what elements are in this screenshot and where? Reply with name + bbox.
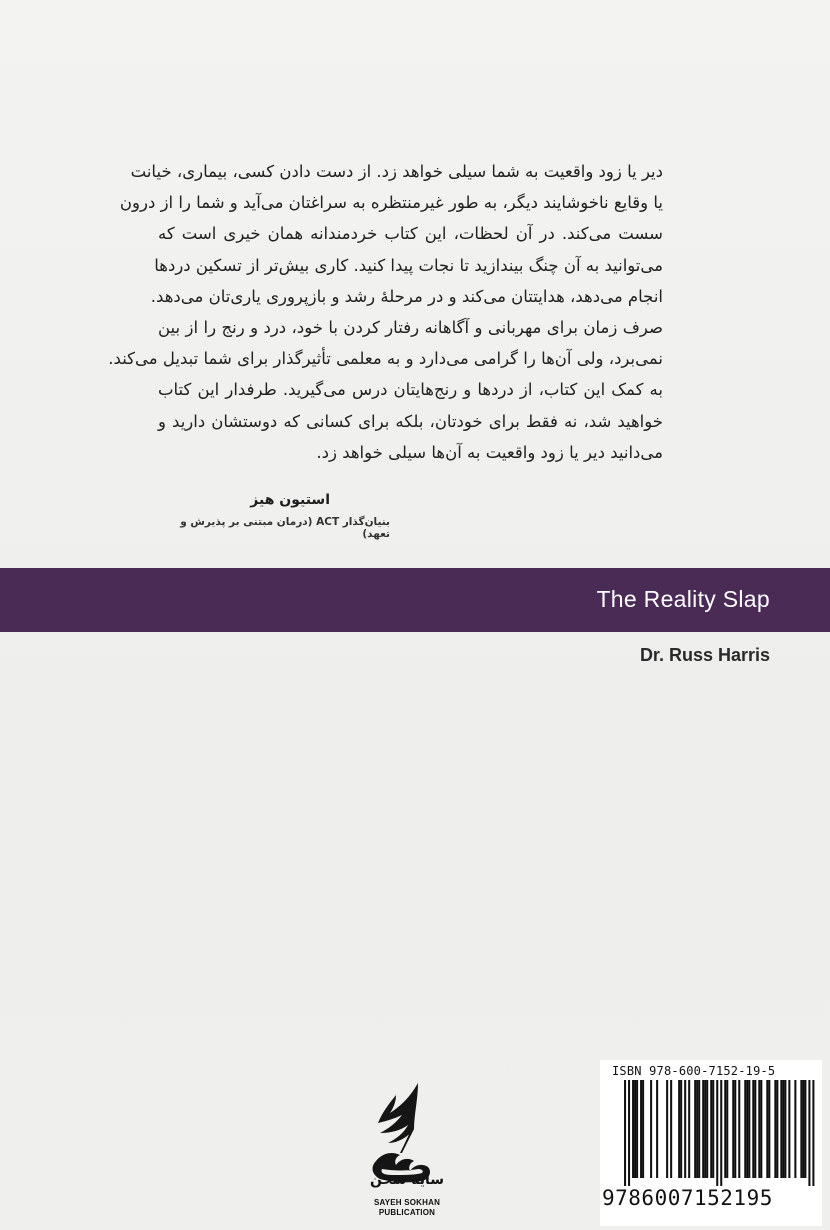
blurb-text	[108, 156, 663, 468]
barcode-bar	[632, 1080, 634, 1178]
barcode-bar	[698, 1080, 700, 1178]
barcode-bar	[624, 1080, 626, 1186]
barcode-bar	[748, 1080, 750, 1178]
barcode-bar	[780, 1080, 782, 1178]
barcode-bar	[760, 1080, 762, 1178]
barcode-bar	[812, 1080, 814, 1186]
barcode-bar	[716, 1080, 718, 1186]
barcode-bar	[752, 1080, 754, 1178]
barcode-bar	[782, 1080, 784, 1178]
barcode-bar	[694, 1080, 696, 1178]
barcode-bar	[784, 1080, 786, 1178]
blurb-line: دیر یا زود واقعیت به شما سیلی خواهد زد. از دست دادن کسی، بیماری، خیانت	[130, 162, 663, 181]
barcode-bar	[678, 1080, 680, 1178]
book-title: The Reality Slap	[596, 586, 770, 612]
ean-number: 9786007152195	[602, 1186, 773, 1210]
barcode-bar	[670, 1080, 672, 1178]
barcode-bar	[650, 1080, 652, 1178]
barcode-bar	[666, 1080, 668, 1178]
barcode-bar	[768, 1080, 770, 1178]
author-name: Dr. Russ Harris	[639, 645, 770, 665]
barcode-bar	[726, 1080, 728, 1178]
publisher-name-en-line2: PUBLICATION	[378, 1208, 436, 1217]
barcode-bar	[774, 1080, 776, 1178]
barcode-bar	[758, 1080, 760, 1178]
barcode-bar	[684, 1080, 686, 1178]
barcode-bar	[734, 1080, 736, 1178]
barcode-bar	[640, 1080, 642, 1178]
publisher-name-fa: سایه سخن	[369, 1172, 445, 1188]
barcode-bar	[802, 1080, 804, 1178]
barcode-bar	[776, 1080, 778, 1178]
publisher-name-en: SAYEH SOKHAN	[373, 1198, 441, 1207]
barcode-bar	[704, 1080, 706, 1178]
attribution-name: استیون هیز	[250, 492, 330, 508]
blurb-line: خواهید شد، نه فقط برای خودتان، بلکه برای کسانی که دوستشان دارید و	[158, 411, 663, 431]
barcode-bar	[680, 1080, 682, 1178]
attribution-role: بنیان‌گذار ACT (درمان مبتنی بر پذیرش و تعهد)	[180, 516, 390, 540]
barcode-bar	[628, 1080, 630, 1186]
barcode-bar	[808, 1080, 810, 1186]
barcode-bar	[688, 1080, 690, 1178]
barcode-bar	[744, 1080, 746, 1178]
barcode-bar	[702, 1080, 704, 1178]
barcode-bar	[706, 1080, 708, 1178]
barcode-bar	[766, 1080, 768, 1178]
blurb-line: نمی‌برد، ولی آن‌ها را گرامی می‌دارد و به معلمی تأثیرگذار برای شما تبدیل می‌کند.	[108, 349, 663, 369]
blurb-line: به کمک این کتاب، از دردها و رنج‌هایتان درس می‌گیرید. طرفدار این کتاب	[158, 380, 663, 400]
blurb-line: صرف زمان برای مهربانی و آگاهانه رفتار کردن با خود، درد و رنج را از بین	[158, 318, 663, 338]
barcode-bar	[754, 1080, 756, 1178]
barcode-bar	[732, 1080, 734, 1178]
barcode-bar	[712, 1080, 714, 1178]
blurb-line: می‌دانید دیر یا زود واقعیت به آن‌ها سیلی خواهد زد.	[316, 442, 663, 462]
blurb-line: می‌توانید به آن چنگ بیندازید تا نجات پیدا کنید. کاری بیش‌تر از تسکین دردها	[154, 255, 663, 275]
barcode-bar	[804, 1080, 806, 1178]
barcode	[606, 1080, 818, 1186]
blurb-line: انجام می‌دهد، هدایتتان می‌کند و در مرحلهٔ رشد و بازپروری یاری‌تان می‌دهد.	[150, 286, 663, 306]
barcode-bar	[656, 1080, 658, 1178]
blurb-line: سست می‌کند. در آن لحظات، این کتاب خردمندانه همان خیری است که	[158, 224, 663, 244]
barcode-bar	[724, 1080, 726, 1178]
barcode-bar	[788, 1080, 790, 1178]
barcode-bar	[636, 1080, 638, 1178]
isbn-label: ISBN 978-600-7152-19-5	[612, 1064, 776, 1078]
barcode-bar	[800, 1080, 802, 1178]
barcode-bar	[794, 1080, 796, 1178]
barcode-bar	[696, 1080, 698, 1178]
barcode-bar	[738, 1080, 740, 1178]
blurb-line: یا وقایع ناخوشایند دیگر، به طور غیرمنتظره به سراغتان می‌آید و شما را از درون	[119, 193, 663, 213]
barcode-bar	[710, 1080, 712, 1178]
barcode-bar	[746, 1080, 748, 1178]
barcode-bar	[720, 1080, 722, 1186]
barcode-bar	[642, 1080, 644, 1178]
barcode-bar	[634, 1080, 636, 1178]
